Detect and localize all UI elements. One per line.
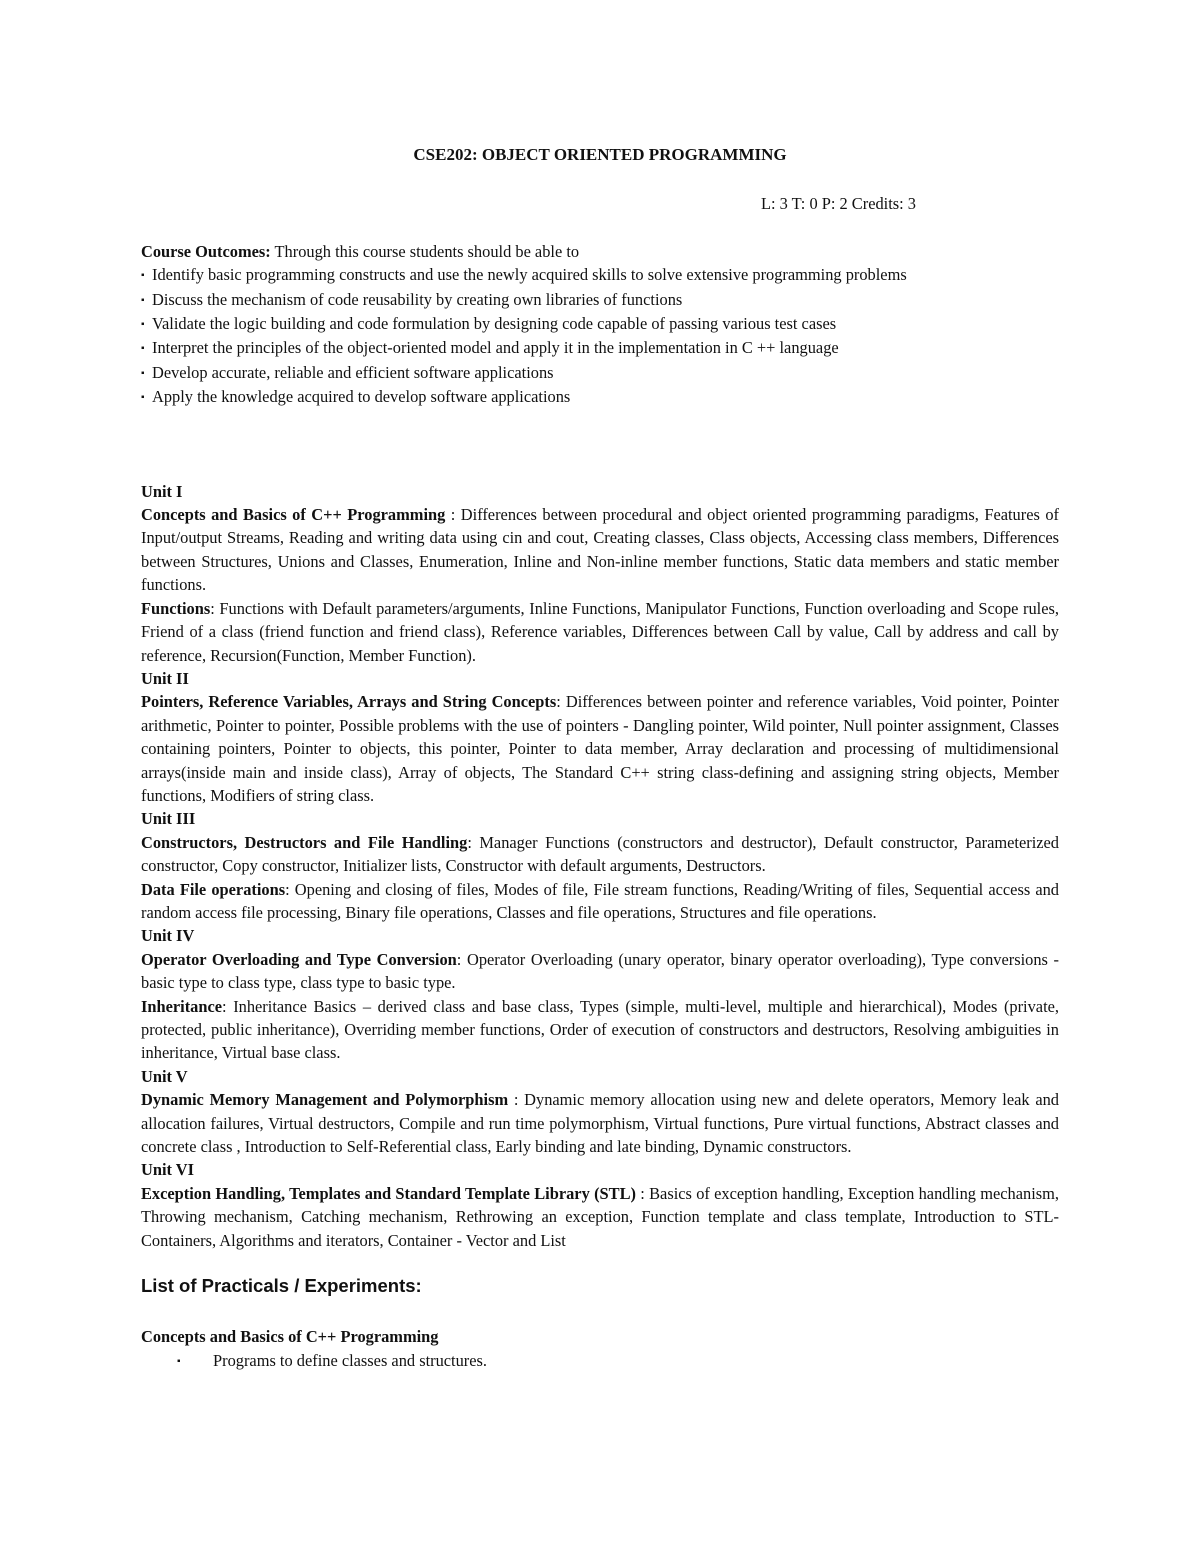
- practical-item: [177, 1349, 1059, 1373]
- topic-text: Opening and closing of files, Modes of file, File stream functions, Reading/Writing of files, Sequential access and random access file processing, Binary file operations, Classes and file operations, Structures and file operations.: [141, 879, 1059, 922]
- topic-text: Functions with Default parameters/arguments, Inline Functions, Manipulator Functions, Function overloading and Scope rules, Friend of a class (friend function and friend class), Reference variables, Differences between Call by value, Call by address and call by reference, Recursion(Function, Member Function).: [141, 598, 1059, 665]
- outcome-item: [141, 361, 1059, 385]
- topic-separator: :: [467, 832, 480, 852]
- unit-heading: Unit I: [141, 481, 183, 501]
- topic-separator: :: [556, 692, 566, 712]
- bullet-icon: ▪: [141, 343, 145, 355]
- topic-text: Basics of exception handling, Exception handling mechanism, Throwing mechanism, Catching mechanism, Rethrowing an exception, Function template and class template, Introduction to STL- Containers, Algorithms and iterators, Container - Vector and List: [141, 1183, 1060, 1250]
- outcome-text: Interpret the principles of the object-oriented model and apply it in the implementation in C ++ language: [152, 338, 839, 358]
- topic-separator: :: [445, 505, 461, 525]
- unit-topic: [141, 831, 1059, 878]
- topic-title: Dynamic Memory Management and Polymorphism: [141, 1090, 509, 1110]
- unit-topic: [141, 948, 1059, 995]
- topic-title: Operator Overloading and Type Conversion: [141, 949, 457, 969]
- unit-topic: [141, 503, 1059, 597]
- unit-heading: Unit II: [141, 668, 189, 688]
- unit-heading: Unit III: [141, 809, 196, 829]
- topic-text: Operator Overloading (unary operator, binary operator overloading), Type conversions - basic type to class type, class type to basic type.: [141, 949, 1060, 993]
- practicals-heading: List of Practicals / Experiments:: [141, 1275, 422, 1297]
- topic-separator: :: [635, 1183, 650, 1203]
- topic-title: Concepts and Basics of C++ Programming: [141, 505, 446, 525]
- outcome-item: [141, 263, 1059, 287]
- unit-topic: [141, 995, 1059, 1065]
- units-section: [141, 480, 1059, 1252]
- outcome-item: [141, 288, 1059, 312]
- topic-text: Manager Functions (constructors and destructor), Default constructor, Parameterized constructor, Copy constructor, Initializer lists, Constructor with default arguments, Destructors.: [141, 832, 1059, 876]
- topic-text: Differences between pointer and reference variables, Void pointer, Pointer arithmetic, Pointer to pointer, Possible problems with the use of pointers - Dangling pointer, Wild pointer, Null pointer assignment, Classes containing pointers, Pointer to objects, this pointer, Pointer to data member, Array declaration and processing of multidimensional arrays(inside main and inside class), Array of objects, The Standard C++ string class-defining and assigning string objects, Member functions, Modifiers of string class.: [141, 692, 1059, 805]
- topic-text: Differences between procedural and object oriented programming paradigms, Features of Input/output Streams, Reading and writing data using cin and cout, Creating classes, Class objects, Accessing class members, Differences between Structures, Unions and Classes, Enumeration, Inline and Non-inline member functions, Static data members and static member functions.: [141, 505, 1059, 595]
- topic-separator: :: [210, 598, 220, 618]
- unit-topic: [141, 690, 1059, 807]
- topic-title: Pointers, Reference Variables, Arrays and String Concepts: [141, 692, 557, 712]
- document-content: [141, 143, 1059, 1373]
- topic-title: Functions: [141, 598, 211, 618]
- unit-topic: [141, 1182, 1059, 1252]
- topic-text: Inheritance Basics – derived class and base class, Types (simple, multi-level, multiple and hierarchical), Modes (private, protected, public inheritance), Overriding member functions, Order of execution of constructors and destructors, Resolving ambiguities in inheritance, Virtual base class.: [141, 996, 1060, 1063]
- practicals-list: [141, 1349, 1059, 1373]
- bullet-icon: ▪: [141, 270, 145, 282]
- outcome-text: Apply the knowledge acquired to develop software applications: [152, 387, 571, 407]
- unit-heading: Unit VI: [141, 1160, 194, 1180]
- topic-title: Exception Handling, Templates and Standard Template Library (STL): [141, 1183, 636, 1203]
- outcome-text: Identify basic programming constructs and use the newly acquired skills to solve extensive programming problems: [152, 265, 907, 285]
- topic-separator: :: [508, 1090, 525, 1110]
- practicals-subheading: Concepts and Basics of C++ Programming: [141, 1327, 439, 1347]
- unit-heading: Unit V: [141, 1066, 188, 1086]
- topic-title: Inheritance: [141, 996, 223, 1016]
- outcome-text: Discuss the mechanism of code reusability by creating own libraries of functions: [152, 289, 683, 309]
- bullet-icon: ▪: [141, 294, 145, 306]
- bullet-icon: ▪: [141, 319, 145, 331]
- bullet-icon: ▪: [141, 392, 145, 404]
- course-outcomes-intro: [141, 240, 1059, 263]
- topic-separator: :: [285, 879, 295, 899]
- topic-text: Dynamic memory allocation using new and delete operators, Memory leak and allocation failures, Virtual destructors, Compile and run time polymorphism, Virtual functions, Pure virtual functions, Abstract classes and concrete class , Introduction to Self-Referential class, Early binding and late binding, Dynamic constructors.: [141, 1090, 1060, 1157]
- bullet-icon: ▪: [177, 1355, 181, 1367]
- unit-topic: [141, 1088, 1059, 1158]
- topic-separator: :: [456, 949, 467, 969]
- credits-line: L: 3 T: 0 P: 2 Credits: 3: [760, 194, 916, 214]
- outcome-text: Validate the logic building and code formulation by designing code capable of passing various test cases: [152, 314, 837, 334]
- course-title: CSE202: OBJECT ORIENTED PROGRAMMING: [413, 145, 787, 164]
- topic-separator: :: [222, 996, 234, 1016]
- bullet-icon: ▪: [141, 367, 145, 379]
- course-outcomes-label: Course Outcomes:: [141, 241, 271, 261]
- outcome-item: [141, 336, 1059, 360]
- course-outcomes-list: [141, 263, 1059, 409]
- unit-heading: Unit IV: [141, 926, 195, 946]
- topic-title: Constructors, Destructors and File Handling: [141, 832, 468, 852]
- unit-topic: [141, 878, 1059, 925]
- unit-topic: [141, 597, 1059, 667]
- outcome-text: Develop accurate, reliable and efficient software applications: [152, 362, 554, 382]
- practical-text: Programs to define classes and structures.: [213, 1350, 488, 1370]
- outcome-item: [141, 385, 1059, 409]
- course-outcomes-intro-text: Through this course students should be able to: [270, 241, 580, 261]
- topic-title: Data File operations: [141, 879, 286, 899]
- outcome-item: [141, 312, 1059, 336]
